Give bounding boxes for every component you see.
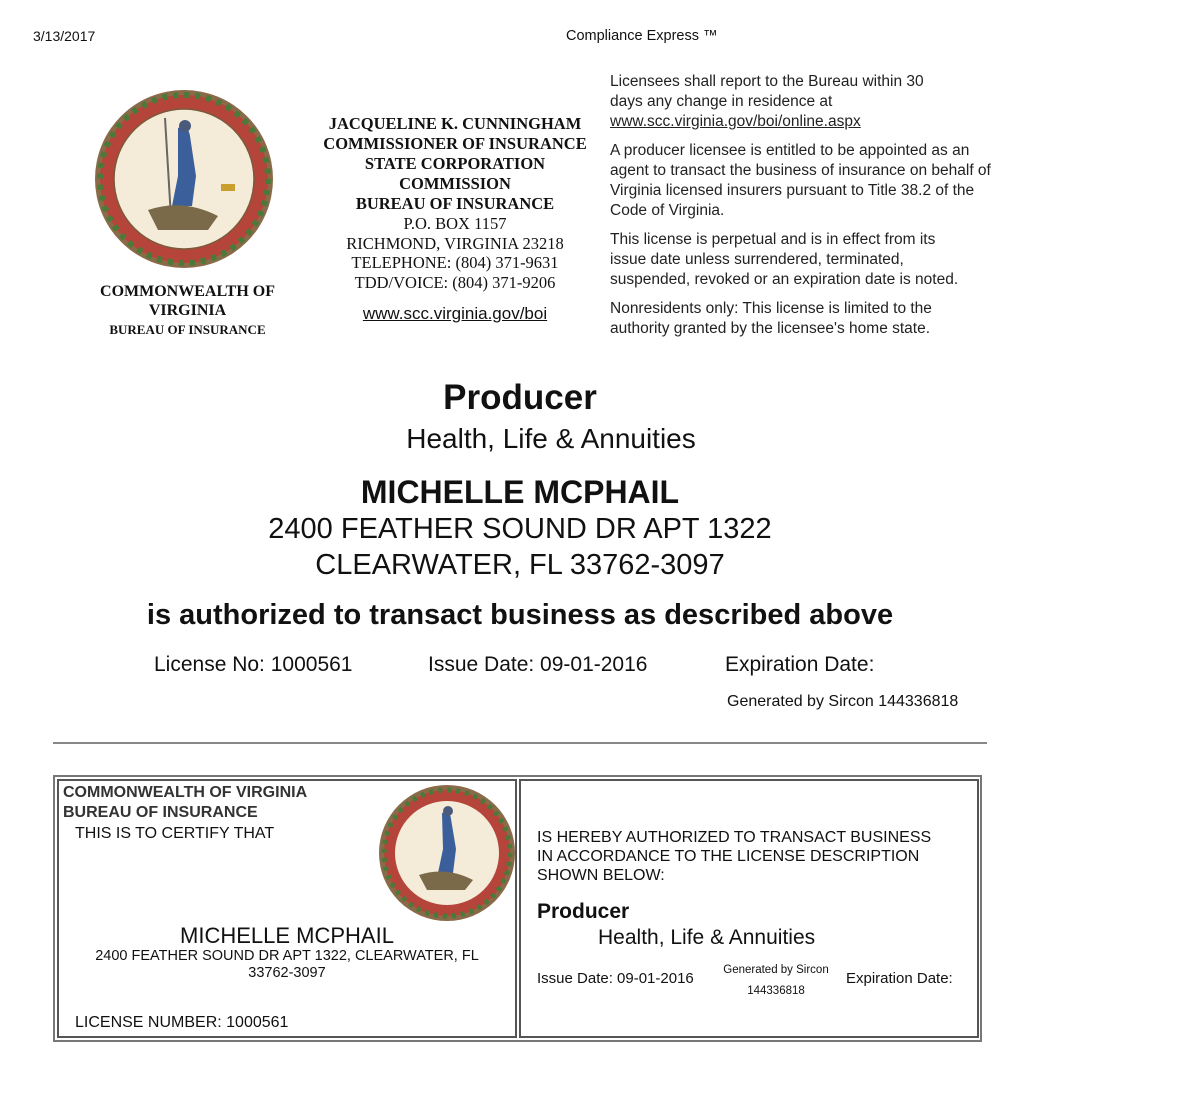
card-seal-icon bbox=[377, 783, 517, 923]
divider bbox=[53, 742, 987, 744]
card-address-2: 33762-3097 bbox=[248, 965, 326, 981]
tdd-voice: TDD/VOICE: (804) 371-9206 bbox=[354, 272, 556, 292]
authorization-statement: is authorized to transact business as described above bbox=[146, 599, 894, 631]
city-state: RICHMOND, VIRGINIA 23218 bbox=[346, 233, 564, 253]
license-number: License No: 1000561 bbox=[154, 653, 353, 676]
commissioner-title: COMMISSIONER OF INSURANCE bbox=[323, 134, 587, 153]
perpetual-notice: This license is perpetual and is in effect from its issue date unless surrendered, terminated, suspended, revoked or an expiration date is noted. bbox=[610, 231, 959, 288]
expiration-date: Expiration Date: bbox=[725, 653, 875, 676]
card-authorized-1: IS HEREBY AUTHORIZED TO TRANSACT BUSINESS bbox=[537, 829, 932, 846]
issue-date: Issue Date: 09-01-2016 bbox=[428, 653, 648, 676]
licensee-address-2: CLEARWATER, FL 33762-3097 bbox=[315, 549, 725, 581]
card-expiration-date: Expiration Date: bbox=[846, 970, 953, 987]
card-name: MICHELLE MCPHAIL bbox=[180, 923, 394, 948]
agency-left-line1: COMMONWEALTH OF bbox=[100, 283, 275, 300]
license-lines: Health, Life & Annuities bbox=[406, 423, 696, 454]
agency-left-line3: BUREAU OF INSURANCE bbox=[109, 322, 266, 337]
card-authorized-3: SHOWN BELOW: bbox=[537, 867, 665, 884]
card-address-1: 2400 FEATHER SOUND DR APT 1322, CLEARWATER, FL bbox=[95, 948, 479, 964]
agency-name-2: COMMISSION bbox=[399, 174, 511, 193]
card-license-number: LICENSE NUMBER: 1000561 bbox=[75, 1014, 289, 1031]
generated-by: Generated by Sircon 144336818 bbox=[727, 693, 959, 710]
agency-left-line2: VIRGINIA bbox=[148, 302, 227, 319]
card-license-type: Producer bbox=[537, 900, 630, 923]
card-org-1: COMMONWEALTH OF VIRGINIA bbox=[63, 784, 308, 801]
agency-name-3: BUREAU OF INSURANCE bbox=[355, 194, 555, 213]
licensee-name: MICHELLE MCPHAIL bbox=[360, 474, 680, 510]
appointment-notice: A producer licensee is entitled to be appointed as an agent to transact the business of insurance on behalf of Virginia licensed insurers pursuant to Title 38.2 of the Code of Virginia. bbox=[610, 142, 991, 219]
licensee-address-1: 2400 FEATHER SOUND DR APT 1322 bbox=[268, 513, 772, 545]
agency-name-1: STATE CORPORATION bbox=[364, 154, 546, 173]
page-title: Compliance Express ™ bbox=[566, 28, 718, 44]
po-box: P.O. BOX 1157 bbox=[403, 214, 507, 233]
commissioner-name: JACQUELINE K. CUNNINGHAM bbox=[328, 114, 582, 133]
card-license-lines: Health, Life & Annuities bbox=[598, 926, 816, 949]
nonresident-notice: Nonresidents only: This license is limited to the authority granted by the licensee's home state. bbox=[610, 300, 932, 337]
residence-link[interactable]: www.scc.virginia.gov/boi/online.aspx bbox=[610, 113, 861, 130]
telephone: TELEPHONE: (804) 371-9631 bbox=[351, 253, 559, 272]
residence-notice: Licensees shall report to the Bureau within 30 days any change in residence at bbox=[610, 73, 924, 110]
card-org-2: BUREAU OF INSURANCE bbox=[63, 804, 258, 821]
virginia-seal-icon bbox=[93, 88, 275, 270]
card-certify: THIS IS TO CERTIFY THAT bbox=[75, 825, 275, 842]
card-generated-2: 144336818 bbox=[747, 985, 805, 997]
print-date: 3/13/2017 bbox=[33, 28, 96, 44]
website-link[interactable]: www.scc.virginia.gov/boi bbox=[362, 304, 548, 323]
card-issue-date: Issue Date: 09-01-2016 bbox=[537, 970, 694, 987]
card-generated-1: Generated by Sircon bbox=[723, 964, 829, 976]
card-authorized-2: IN ACCORDANCE TO THE LICENSE DESCRIPTION bbox=[537, 848, 920, 865]
license-type: Producer bbox=[443, 378, 597, 417]
